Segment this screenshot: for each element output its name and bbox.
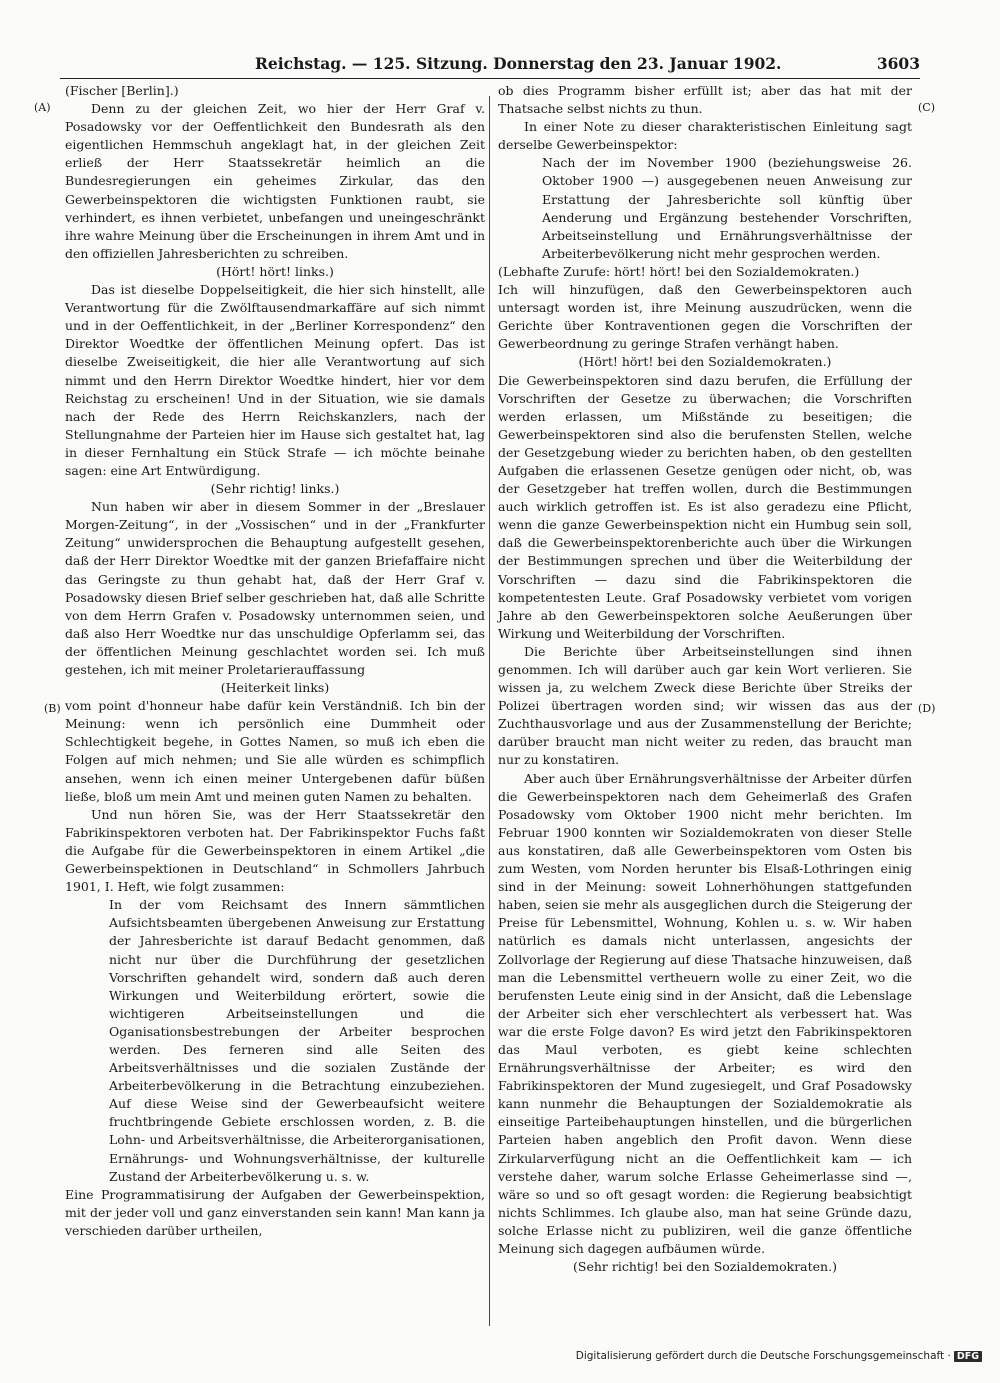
page-number: 3603 — [876, 54, 920, 73]
footer-text: Digitalisierung gefördert durch die Deutsche Forschungsgemeinschaft · — [575, 1350, 951, 1362]
paragraph-continued: Die Gewerbeinspektoren sind dazu berufen, die Erfüllung der Vorschriften der Gesetze zu überwachen; die Vorschriften werden erlassen, um Mißstände zu beseitigen; die Gewerbeinspektoren sind also die berufensten Stellen, welche der Gesetzgebung wieder zu berichten haben, ob den gestellten Aufgaben die erlassenen Gesetze genügen oder nicht, ob, was der Gesetzgeber hat treffen wollen, durch die Bestimmungen auch wirklich getroffen ist. Es ist also geradezu eine Pflicht, wenn die ganze Gewerbeinspektion nicht ein Humbug sein soll, daß die Gewerbeinspektorenberichte auch über die Wirkungen der Bestimmungen sprechen und über die Weiterbildung der Vorschriften — dazu sind die Fabrikinspektoren die kompetentesten Leute. Graf Posadowsky verbietet vom vorigen Jahre ab den Gewerbeinspektoren solche Aeußerungen über Wirkung und Weiterbildung der Vorschriften. — [498, 372, 912, 641]
footer — [576, 1350, 982, 1362]
paragraph: Die Berichte über Arbeitseinstellungen sind ihnen genommen. Ich will darüber auch gar kein Wort verlieren. Sie wissen ja, zu welchem Zweck diese Berichte über Streiks der Polizei übertragen worden sind; wir wissen das aus der Zuchthausvorlage und aus der Zusammenstellung der Berichte; darüber braucht man nicht weiter zu reden, das braucht man nur zu konstatiren. — [498, 643, 912, 768]
margin-marker-c: (C) — [918, 101, 935, 114]
paragraph-continued: vom point d'honneur habe dafür kein Verständniß. Ich bin der Meinung: wenn ich persönlich eine Dummheit oder Schlechtigkeit begehe, in Gottes Namen, so muß ich eben die Folgen auf mich nehmen; und Sie alle würden es schimpflich ansehen, wenn ich einen meiner Untergebenen dafür büßen ließe, bloß um mein Amt und meinen guten Namen zu behalten. — [65, 698, 485, 804]
paragraph-continued: Ich will hinzufügen, daß den Gewerbeinspektoren auch untersagt worden ist, ihre Meinung auszudrücken, wenn die Gerichte über Kontraventionen gegen die Vorschriften der Gewerbeordnung zu geringe Strafen verhängt haben. — [498, 282, 912, 352]
header-title: Reichstag. — 125. Sitzung. Donnerstag den 23. Januar 1902. — [255, 54, 782, 73]
left-column — [65, 82, 485, 1240]
speaker-label: (Fischer [Berlin].) — [65, 83, 179, 98]
running-header — [60, 52, 920, 76]
column-divider — [489, 96, 490, 1326]
right-column — [498, 82, 912, 1276]
interjection: (Heiterkeit links) — [220, 680, 330, 696]
block-quote: Nach der im November 1900 (beziehungsweise 26. Oktober 1900 —) ausgegebenen neuen Anweisung zur Erstattung der Jahresberichte soll künftig über Aenderung und Ergänzung bestehender Vorschriften, Arbeitseinstellung und Ernährungsverhältnisse der Arbeiterbevölkerung nicht mehr gesprochen werden. — [542, 155, 912, 261]
paragraph: Nun haben wir aber in diesem Sommer in der „Breslauer Morgen-Zeitung“, in der „Vossischen“ und in der „Frankfurter Zeitung“ unwidersprochen die Behauptung aufgestellt gesehen, daß der Herr Direktor Woedtke mit der ganzen Briefaffaire nicht das Geringste zu thun gehabt hat, daß der Herr Graf v. Posadowsky diesen Brief selber geschrieben hat, daß alle Schritte von dem Herrn Grafen v. Posadowsky unternommen seien, und daß also Herr Woedtke nur das unschuldige Opferlamm sei, das der öffentlichen Meinung geschlachtet worden sei. Ich muß gestehen, ich mit meiner Proletarierauffassung — [65, 499, 485, 677]
dfg-logo: DFG — [954, 1351, 982, 1362]
paragraph: Und nun hören Sie, was der Herr Staatssekretär den Fabrikinspektoren verboten hat. Der Fabrikinspektor Fuchs faßt die Aufgabe für die Gewerbeinspektoren in einem Artikel „die Gewerbeinspektionen in Deutschland“ in Schmollers Jahrbuch 1901, I. Heft, wie folgt zusammen: — [65, 806, 485, 895]
paragraph: Das ist dieselbe Doppelseitigkeit, die hier sich hinstellt, alle Verantwortung für die Zwölftausendmarkaffäre auf sich nimmt und in der Oeffentlichkeit, in der „Berliner Korrespondenz“ den Direktor Woedtke der öffentlichen Meinung opfert. Das ist dieselbe Zweiseitigkeit, die hier alle Verantwortung auf sich nimmt und den Herrn Direktor Woedtke hindert, hier vor dem Reichstag zu erscheinen! Und in der Situation, wie sie damals nach der Rede des Herrn Reichskanzlers, nach der Stellungnahme der Parteien hier im Hause sich gestaltet hat, lag in dieser Fernhaltung ein Stück Strafe — ich möchte beinahe sagen: eine Art Entwürdigung. — [65, 282, 485, 478]
header-rule — [60, 78, 920, 79]
paragraph: Aber auch über Ernährungsverhältnisse der Arbeiter dürfen die Gewerbeinspektoren nach dem Geheimerlaß des Grafen Posadowsky vom Oktober 1900 nicht mehr berichten. Im Februar 1900 konnten wir Sozialdemokraten von dieser Stelle aus konstatiren, daß alle Gewerbeinspektoren vom Osten bis zum Westen, vom Norden herunter bis Elsaß-Lothringen einig sind in der Meinung: soweit Lohnerhöhungen stattgefunden haben, seien sie mehr als ausgeglichen durch die Steigerung der Preise für Lebensmittel, Wohnung, Kohlen u. s. w. Wir haben natürlich es damals nicht unterlassen, angesichts der Zollvorlage der Regierung auf diese Thatsache hinzuweisen, daß man die Lebensmittel vertheuern wolle zu einer Zeit, wo die berufensten Leute einig sind in der Ansicht, daß die Lebenslage der Arbeiter sich eher verschlechtert als verbessert hat. Was war die erste Folge davon? Es wird jetzt den Fabrikinspektoren das Maul verboten, es giebt keine schlechten Ernährungsverhältnisse der Arbeiter; es wird den Fabrikinspektoren der Mund zugesiegelt, und Graf Posadowsky kann nunmehr die Behauptungen der Sozialdemokratie als einseitige Parteibehauptungen hinstellen, und die bürgerlichen Parteien haben angeblich den Profit davon. Wenn diese Zirkularverfügung nicht an die Oeffentlichkeit kam — ich verstehe daher, warum solche Erlasse Geheimerlasse sind —, wäre so und so oft gesagt worden: die Regierung beabsichtigt nichts Schlimmes. Ich glaube also, man hat seine Gründe dazu, solche Erlasse nicht zu publiziren, weil die ganze öffentliche Meinung sich dagegen aufbäumen würde. — [498, 770, 912, 1256]
interjection: (Hört! hört! links.) — [216, 263, 334, 279]
interjection: (Hört! hört! bei den Sozialdemokraten.) — [578, 354, 832, 370]
paragraph-continued: (Lebhafte Zurufe: hört! hört! bei den Sozialdemokraten.) — [498, 263, 860, 279]
margin-marker-a: (A) — [34, 101, 51, 114]
paragraph: In einer Note zu dieser charakteristischen Einleitung sagt derselbe Gewerbeinspektor: — [498, 119, 912, 153]
interjection: (Sehr richtig! bei den Sozialdemokraten.) — [573, 1259, 837, 1275]
paragraph: Denn zu der gleichen Zeit, wo hier der Herr Graf v. Posadowsky vor der Oeffentlichkeit den Bundesrath als den eigentlichen Hemmschuh angeklagt hat, in der gleichen Zeit erließ der Herr Staatssekretär heimlich an die Bundesregierungen ein geheimes Zirkular, das den Gewerbeinspektoren die wichtigsten Funktionen raubt, sie verhindert, es ihnen verbietet, unbefangen und uneingeschränkt ihre wahre Meinung über die Erscheinungen in ihrem Amt und in den offiziellen Jahresberichten zu schreiben. — [65, 101, 485, 261]
paragraph-continued: ob dies Programm bisher erfüllt ist; aber das hat mit der Thatsache selbst nichts zu thun. — [498, 83, 912, 117]
margin-marker-d: (D) — [918, 702, 936, 715]
interjection: (Sehr richtig! links.) — [210, 481, 340, 497]
block-quote: In der vom Reichsamt des Innern sämmtlichen Aufsichtsbeamten übergebenen Anweisung zur Erstattung der Jahresberichte ist darauf Bedacht genommen, daß nicht nur über die Durchführung der gesetzlichen Vorschriften gehandelt wird, sondern daß auch deren Wirkungen und Weiterbildung erörtert, sowie die wichtigeren Arbeitseinstellungen und die Oganisationsbestrebungen der Arbeiter besprochen werden. Des ferneren sind alle Seiten des Arbeitsverhältnisses und die sozialen Zustände der Arbeiterbevölkerung in die Betrachtung einzubeziehen. Auf diese Weise sind der Gewerbeaufsicht weitere fruchtbringende Gebiete erschlossen worden, z. B. die Lohn- und Arbeitsverhältnisse, die Arbeiterorganisationen, Ernährungs- und Wohnungsverhältnisse, der kulturelle Zustand der Arbeiterbevölkerung u. s. w. — [109, 897, 485, 1184]
margin-marker-b: (B) — [44, 702, 61, 715]
paragraph-continued: Eine Programmatisirung der Aufgaben der Gewerbeinspektion, mit der jeder voll und ganz einverstanden sein kann! Man kann ja verschieden darüber urtheilen, — [65, 1186, 485, 1238]
